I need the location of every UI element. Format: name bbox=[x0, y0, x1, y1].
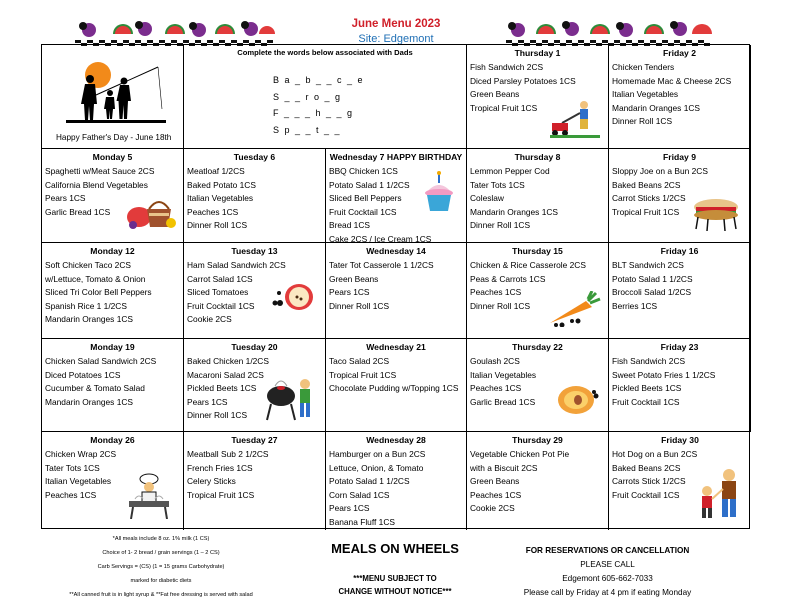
menu-item: Vegetable Chicken Pot Pie bbox=[470, 449, 570, 459]
menu-item: Cookie 2CS bbox=[187, 314, 232, 325]
day-cell bbox=[42, 149, 184, 243]
day-label: Wednesday 28 bbox=[366, 435, 426, 445]
menu-item: Hamburger on a Bun 2CS bbox=[329, 449, 426, 459]
menu-item: Pears 1CS bbox=[187, 396, 228, 407]
cupcake-icon bbox=[422, 171, 456, 220]
menu-item: Corn Salad 1CS bbox=[329, 489, 390, 500]
menu-item: Tropical Fruit 1CS bbox=[329, 369, 397, 380]
day-cell bbox=[609, 432, 751, 530]
menu-item: Macaroni Salad 2CS bbox=[187, 369, 264, 380]
day-label: Monday 5 bbox=[92, 152, 133, 162]
menu-item: Diced Potatoes 1CS bbox=[45, 369, 121, 380]
ants-apple-icon bbox=[269, 281, 317, 320]
disclaimer-line: CHANGE WITHOUT NOTICE*** bbox=[338, 587, 452, 596]
menu-item: BBQ Chicken 1CS bbox=[329, 166, 398, 176]
menu-item: Peaches 1CS bbox=[470, 287, 522, 298]
note-line: **All canned fruit is in light syrup & **Fat free dressing is served with salad bbox=[69, 592, 253, 598]
program-name: MEALS ON WHEELS bbox=[331, 541, 459, 556]
puzzle-word-2: S _ _ r o _ g bbox=[273, 91, 342, 102]
menu-item: Broccoli Salad 1/2CS bbox=[612, 287, 692, 298]
menu-item: Fruit Cocktail 1CS bbox=[612, 489, 680, 500]
day-label: Wednesday 7 HAPPY BIRTHDAY bbox=[329, 152, 463, 162]
contact-heading: FOR RESERVATIONS OR CANCELLATION bbox=[525, 546, 690, 555]
menu-item: Green Beans bbox=[470, 89, 520, 100]
menu-item: Hot Dog on a Bun 2CS bbox=[612, 449, 698, 459]
menu-item: Mandarin Oranges 1CS bbox=[45, 396, 133, 407]
day-cell bbox=[326, 243, 467, 339]
day-cell bbox=[609, 149, 751, 243]
day-cell bbox=[184, 149, 326, 243]
menu-item: Chicken Tenders bbox=[612, 62, 675, 72]
menu-item: Peaches 1CS bbox=[187, 206, 239, 217]
menu-item: Spanish Rice 1 1/2CS bbox=[45, 300, 127, 311]
menu-item: Sliced Bell Peppers bbox=[329, 193, 402, 204]
menu-item: Baked Potato 1CS bbox=[187, 179, 256, 190]
menu-item: Lemmon Pepper Cod bbox=[470, 166, 550, 176]
reservation-contact bbox=[505, 544, 710, 600]
menu-item: Pickled Beets 1CS bbox=[187, 383, 257, 394]
day-label: Thursday 8 bbox=[514, 152, 561, 162]
day-cell bbox=[326, 339, 467, 432]
day-label: Tuesday 13 bbox=[231, 246, 278, 256]
menu-item: Lettuce, Onion, & Tomato bbox=[329, 462, 424, 473]
menu-item: Italian Vegetables bbox=[470, 369, 537, 380]
menu-item: Bread 1CS bbox=[329, 220, 370, 231]
day-label: Monday 19 bbox=[90, 342, 135, 352]
puzzle-title: Complete the words below associated with Dads bbox=[237, 48, 413, 57]
menu-item: Sweet Potato Fries 1 1/2CS bbox=[612, 369, 716, 380]
menu-item: Peaches 1CS bbox=[470, 489, 522, 500]
day-cell bbox=[42, 432, 184, 530]
contact-phone: Edgemont 605-662-7033 bbox=[562, 574, 653, 583]
menu-item: Mandarin Oranges 1CS bbox=[612, 102, 700, 113]
menu-item: Fruit Cocktail 1CS bbox=[329, 206, 397, 217]
menu-item: Fish Sandwich 2CS bbox=[612, 356, 686, 366]
menu-item: Chicken & Rice Casserole 2CS bbox=[470, 260, 586, 270]
menu-item: Potato Salad 1 1/2CS bbox=[329, 476, 410, 487]
menu-item: Baked Chicken 1/2CS bbox=[187, 356, 269, 366]
menu-item: Chocolate Pudding w/Topping 1CS bbox=[329, 383, 459, 394]
day-cell bbox=[467, 339, 609, 432]
menu-item: Goulash 2CS bbox=[470, 356, 520, 366]
fathers-day-cell bbox=[42, 45, 184, 149]
page-header bbox=[0, 16, 792, 46]
menu-title: June Menu 2023 bbox=[351, 18, 441, 30]
menu-item: Coleslaw bbox=[470, 193, 504, 204]
day-cell bbox=[42, 243, 184, 339]
menu-item: Green Beans bbox=[470, 476, 520, 487]
note-line: Choice of 1- 2 bread / grain servings (1 – 2 CS) bbox=[102, 550, 220, 556]
menu-item: Banana Fluff 1CS bbox=[329, 516, 395, 527]
chef-grill-icon bbox=[125, 473, 175, 524]
day-label: Monday 26 bbox=[90, 435, 135, 445]
menu-item: Garlic Bread 1CS bbox=[45, 206, 111, 217]
menu-item: Spaghetti w/Meat Sauce 2CS bbox=[45, 166, 155, 176]
menu-item: Soft Chicken Taco 2CS bbox=[45, 260, 131, 270]
menu-item: Tropical Fruit 1CS bbox=[612, 206, 680, 217]
day-label: Thursday 29 bbox=[512, 435, 563, 445]
menu-item: Tater Tot Casserole 1 1/2CS bbox=[329, 260, 434, 270]
note-line: marked for diabetic diets bbox=[130, 578, 192, 584]
fishing-family-icon bbox=[66, 59, 176, 129]
menu-item: Berries 1CS bbox=[612, 300, 658, 311]
note-line: *All meals include 8 oz. 1% milk (1 CS) bbox=[112, 536, 210, 542]
menu-item: Mandarin Oranges 1CS bbox=[470, 206, 558, 217]
nutrition-notes bbox=[41, 532, 281, 602]
menu-item: BLT Sandwich 2CS bbox=[612, 260, 684, 270]
menu-item: Carrot Salad 1CS bbox=[187, 273, 253, 284]
menu-calendar bbox=[41, 44, 750, 529]
day-cell bbox=[467, 243, 609, 339]
day-label: Wednesday 21 bbox=[366, 342, 426, 352]
day-cell bbox=[467, 149, 609, 243]
menu-item: Pears 1CS bbox=[329, 503, 370, 514]
day-label: Wednesday 14 bbox=[366, 246, 426, 256]
contact-line: PLEASE CALL bbox=[580, 560, 635, 569]
day-label: Friday 23 bbox=[660, 342, 699, 352]
ants-carrot-icon bbox=[542, 291, 602, 332]
day-cell bbox=[609, 339, 751, 432]
grill-man-icon bbox=[265, 376, 319, 427]
menu-item: Carrot Sticks 1/2CS bbox=[612, 193, 686, 204]
day-cell bbox=[609, 45, 751, 149]
menu-item: Fruit Cocktail 1CS bbox=[187, 300, 255, 311]
menu-item: Fruit Cocktail 1CS bbox=[612, 396, 680, 407]
menu-item: Cookie 2CS bbox=[470, 503, 515, 514]
day-cell bbox=[467, 432, 609, 530]
menu-item: Pears 1CS bbox=[329, 287, 370, 298]
note-line: Carb Servings = (CS) (1 = 15 grams Carbohydrate) bbox=[97, 564, 225, 570]
menu-item: Italian Vegetables bbox=[612, 89, 679, 100]
menu-item: Baked Beans 2CS bbox=[612, 179, 681, 190]
day-cell bbox=[184, 339, 326, 432]
puzzle-word-4: S p _ _ t _ _ bbox=[273, 124, 342, 135]
day-cell bbox=[326, 149, 467, 243]
day-cell bbox=[184, 243, 326, 339]
day-label: Tuesday 6 bbox=[233, 152, 276, 162]
menu-item: Peaches 1CS bbox=[470, 383, 522, 394]
menu-item: Diced Parsley Potatoes 1CS bbox=[470, 75, 576, 86]
day-label: Tuesday 27 bbox=[231, 435, 278, 445]
word-puzzle-cell bbox=[184, 45, 467, 149]
fathers-day-text: Happy Father's Day - June 18th bbox=[56, 133, 172, 143]
day-cell bbox=[326, 432, 467, 530]
menu-item: Green Beans bbox=[329, 273, 379, 284]
day-cell bbox=[42, 339, 184, 432]
day-label: Thursday 1 bbox=[514, 48, 561, 58]
menu-item: Sliced Tri Color Bell Peppers bbox=[45, 287, 152, 298]
menu-item: Chicken Wrap 2CS bbox=[45, 449, 117, 459]
menu-item: Dinner Roll 1CS bbox=[612, 116, 673, 127]
contact-deadline: Please call by Friday at 4 pm if eating Monday bbox=[523, 588, 692, 597]
day-label: Monday 12 bbox=[90, 246, 135, 256]
ants-sandwich-icon bbox=[688, 193, 744, 238]
menu-item: Peas & Carrots 1CS bbox=[470, 273, 546, 284]
day-label: Thursday 15 bbox=[512, 246, 563, 256]
menu-item: Baked Beans 2CS bbox=[612, 462, 681, 473]
menu-item: Tropical Fruit 1CS bbox=[470, 102, 538, 113]
menu-item: French Fries 1CS bbox=[187, 462, 253, 473]
day-label: Friday 30 bbox=[661, 435, 699, 445]
day-cell bbox=[184, 432, 326, 530]
menu-item: Taco Salad 2CS bbox=[329, 356, 390, 366]
menu-item: w/Lettuce, Tomato & Onion bbox=[45, 273, 146, 284]
menu-item: California Blend Vegetables bbox=[45, 179, 148, 190]
menu-item: Italian Vegetables bbox=[187, 193, 254, 204]
menu-item: Italian Vegetables bbox=[45, 476, 112, 487]
day-label: Friday 16 bbox=[660, 246, 699, 256]
site-name: Site: Edgemont bbox=[358, 33, 434, 45]
puzzle-word-3: F _ _ _ h _ _ g bbox=[273, 108, 354, 118]
dad-and-kid-icon bbox=[695, 467, 745, 526]
menu-item: Peaches 1CS bbox=[45, 489, 97, 500]
day-cell bbox=[609, 243, 751, 339]
menu-item: Carrots Stick 1/2CS bbox=[612, 476, 686, 487]
menu-item: Homemade Mac & Cheese 2CS bbox=[612, 75, 732, 86]
menu-item: Dinner Roll 1CS bbox=[187, 410, 248, 421]
menu-item: Cake 2CS / Ice Cream 1CS bbox=[329, 233, 432, 243]
menu-item: Meatball Sub 2 1/2CS bbox=[187, 449, 269, 459]
menu-item: Potato Salad 1 1/2CS bbox=[329, 179, 410, 190]
puzzle-word-1: B a _ b _ _ c _ e bbox=[273, 75, 365, 85]
menu-item: Dinner Roll 1CS bbox=[470, 220, 531, 231]
day-label: Tuesday 20 bbox=[231, 342, 278, 352]
menu-item: Chicken Salad Sandwich 2CS bbox=[45, 356, 157, 366]
menu-item: Dinner Roll 1CS bbox=[329, 300, 390, 311]
menu-item: Cucumber & Tomato Salad bbox=[45, 383, 145, 394]
menu-item: Sliced Tomatoes bbox=[187, 287, 249, 298]
menu-item: Ham Salad Sandwich 2CS bbox=[187, 260, 286, 270]
lawn-mower-man-icon bbox=[550, 99, 600, 144]
ant-peach-icon bbox=[554, 382, 600, 423]
menu-item: Dinner Roll 1CS bbox=[187, 220, 248, 231]
day-label: Friday 2 bbox=[663, 48, 696, 58]
menu-item: Potato Salad 1 1/2CS bbox=[612, 273, 693, 284]
menu-item: Meatloaf 1/2CS bbox=[187, 166, 245, 176]
menu-item: Fish Sandwich 2CS bbox=[470, 62, 544, 72]
day-cell bbox=[467, 45, 609, 149]
menu-item: Tropical Fruit 1CS bbox=[187, 489, 255, 500]
picnic-basket-icon bbox=[125, 195, 177, 236]
menu-item: Pickled Beets 1CS bbox=[612, 383, 682, 394]
day-label: Thursday 22 bbox=[512, 342, 563, 352]
menu-item: Dinner Roll 1CS bbox=[470, 300, 531, 311]
menu-item: with a Biscuit 2CS bbox=[470, 462, 538, 473]
menu-item: Garlic Bread 1CS bbox=[470, 396, 536, 407]
day-label: Friday 9 bbox=[663, 152, 696, 162]
menu-item: Celery Sticks bbox=[187, 476, 236, 487]
menu-item: Mandarin Oranges 1CS bbox=[45, 314, 133, 325]
menu-item: Sloppy Joe on a Bun 2CS bbox=[612, 166, 708, 176]
menu-item: Tater Tots 1CS bbox=[45, 462, 100, 473]
disclaimer-line: ***MENU SUBJECT TO bbox=[353, 574, 437, 583]
menu-disclaimer bbox=[300, 572, 490, 598]
menu-item: Pears 1CS bbox=[45, 193, 86, 204]
menu-item: Tater Tots 1CS bbox=[470, 179, 525, 190]
